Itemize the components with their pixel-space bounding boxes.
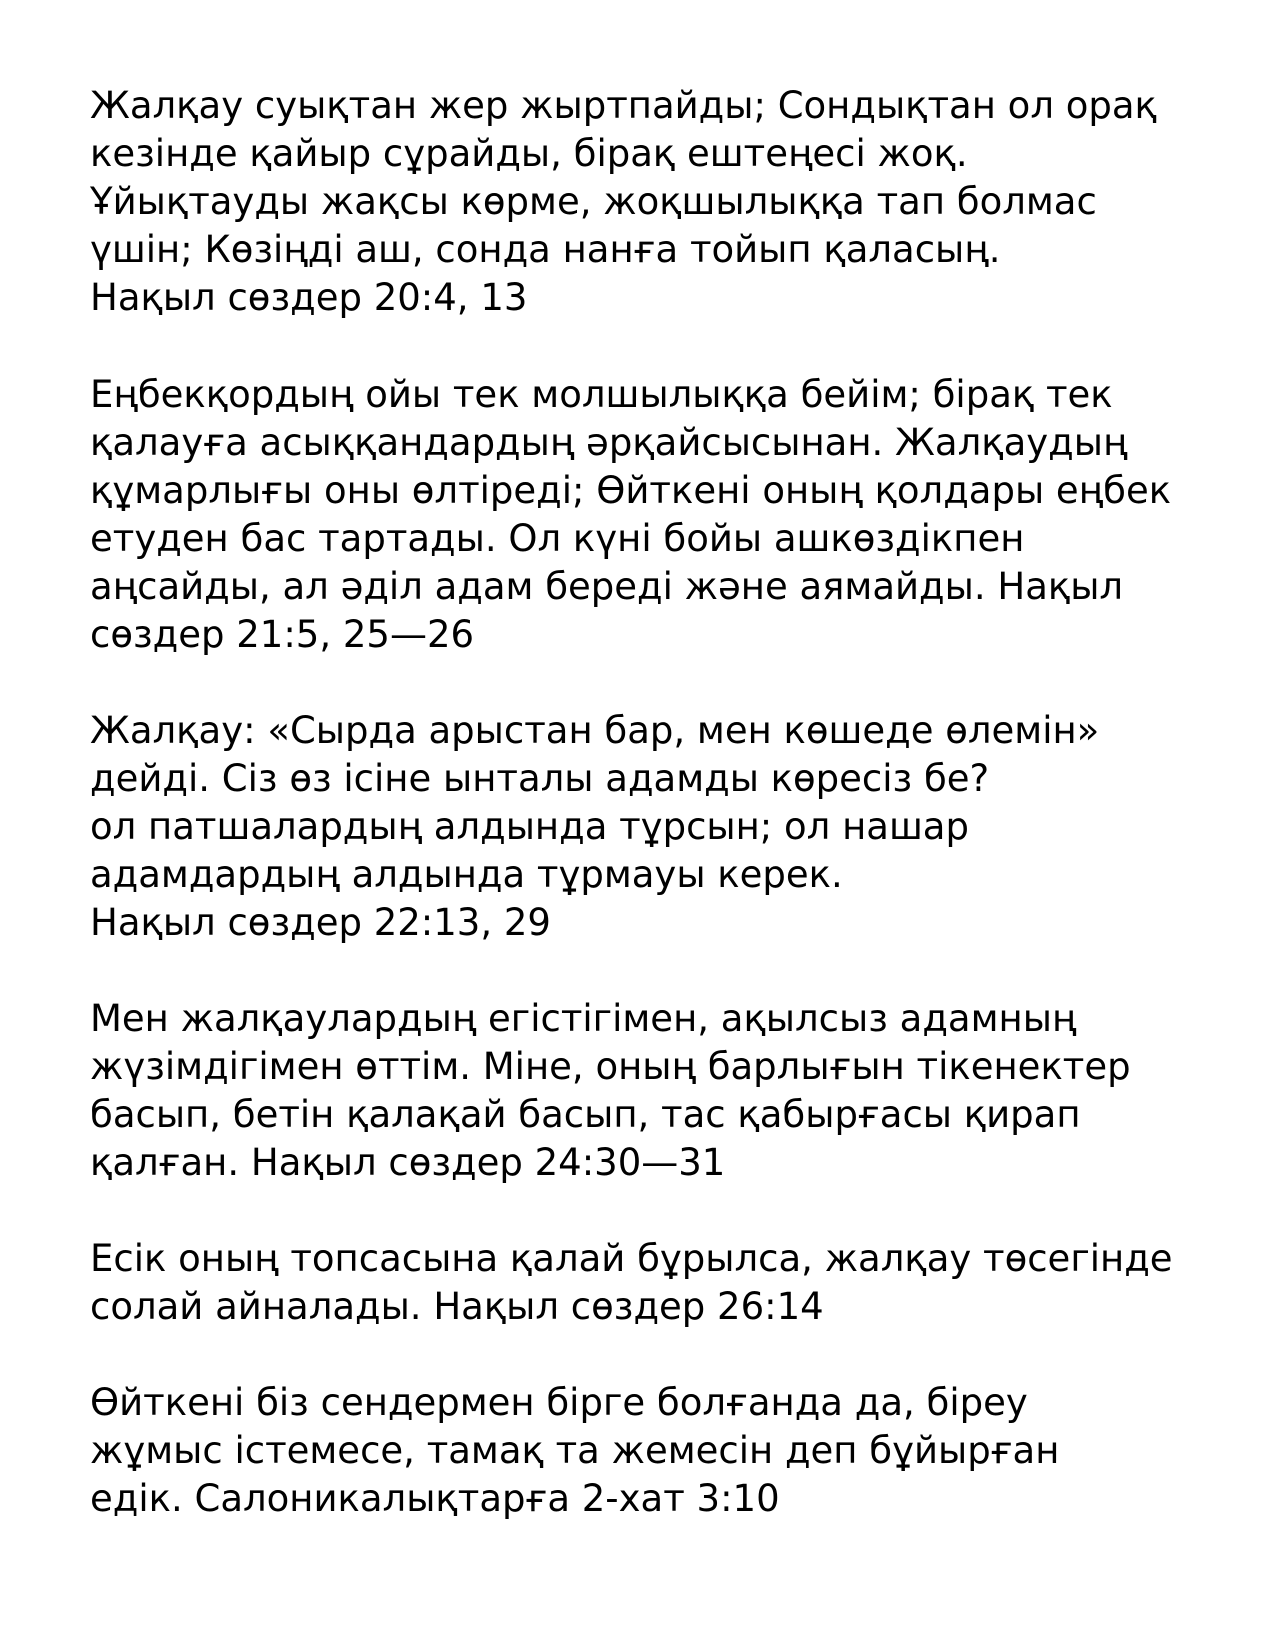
verse-reference: Нақыл сөздер 22:13, 29 [90,901,551,944]
text-line: Есік оның топсасына қалай бұрылса, жалқау төсегінде [90,1237,1173,1280]
text-line: Жалқау суықтан жер жыртпайды; Сондықтан ол орақ [90,84,1157,127]
text-line: етуден бас тартады. Ол күні бойы ашкөздікпен [90,517,1025,560]
text-line: құмарлығы оны өлтіреді; Өйткені оның қолдары еңбек [90,469,1172,512]
passage-2-thessalonians-3 [90,1379,1220,1523]
text-line: Мен жалқаулардың егістігімен, ақылсыз адамның [90,997,1077,1040]
verse-reference: солай айналады. Нақыл сөздер 26:14 [90,1285,824,1328]
passage-proverbs-24 [90,995,1220,1187]
text-line: дейді. Сіз өз ісіне ынталы адамды көресіз бе? [90,757,990,800]
text-line: аңсайды, ал әділ адам береді және аямайды. Нақыл [90,565,1124,608]
text-line: үшін; Көзіңді аш, сонда нанға тойып қаласың. [90,228,1001,271]
text-line: Ұйықтауды жақсы көрме, жоқшылыққа тап болмас [90,180,1097,223]
verse-reference: Нақыл сөздер 20:4, 13 [90,276,528,319]
text-line: адамдардың алдында тұрмауы керек. [90,853,843,896]
passage-proverbs-22 [90,707,1220,947]
passage-proverbs-26 [90,1235,1220,1331]
text-line: ол патшалардың алдында тұрсын; ол нашар [90,805,969,848]
verse-reference: сөздер 21:5, 25—26 [90,613,475,656]
passage-proverbs-21 [90,371,1220,659]
verse-reference: едік. Салоникалықтарға 2-хат 3:10 [90,1477,780,1520]
text-line: кезінде қайыр сұрайды, бірақ ештеңесі жоқ. [90,132,968,175]
text-line: жүзімдігімен өттім. Міне, оның барлығын тікенектер [90,1045,1131,1088]
text-line: Жалқау: «Сырда арыстан бар, мен көшеде өлемін» [90,709,1100,752]
passage-proverbs-20 [90,82,1220,322]
text-line: Өйткені біз сендермен бірге болғанда да, біреу [90,1381,1028,1424]
text-line: жұмыс істемесе, тамақ та жемесін деп бұйырған [90,1429,1060,1472]
text-line: басып, бетін қалақай басып, тас қабырғасы қирап [90,1093,1081,1136]
verse-reference: қалған. Нақыл сөздер 24:30—31 [90,1141,726,1184]
text-line: қалауға асыққандардың әрқайсысынан. Жалқаудың [90,421,1128,464]
text-line: Еңбекқордың ойы тек молшылыққа бейім; бірақ тек [90,373,1113,416]
